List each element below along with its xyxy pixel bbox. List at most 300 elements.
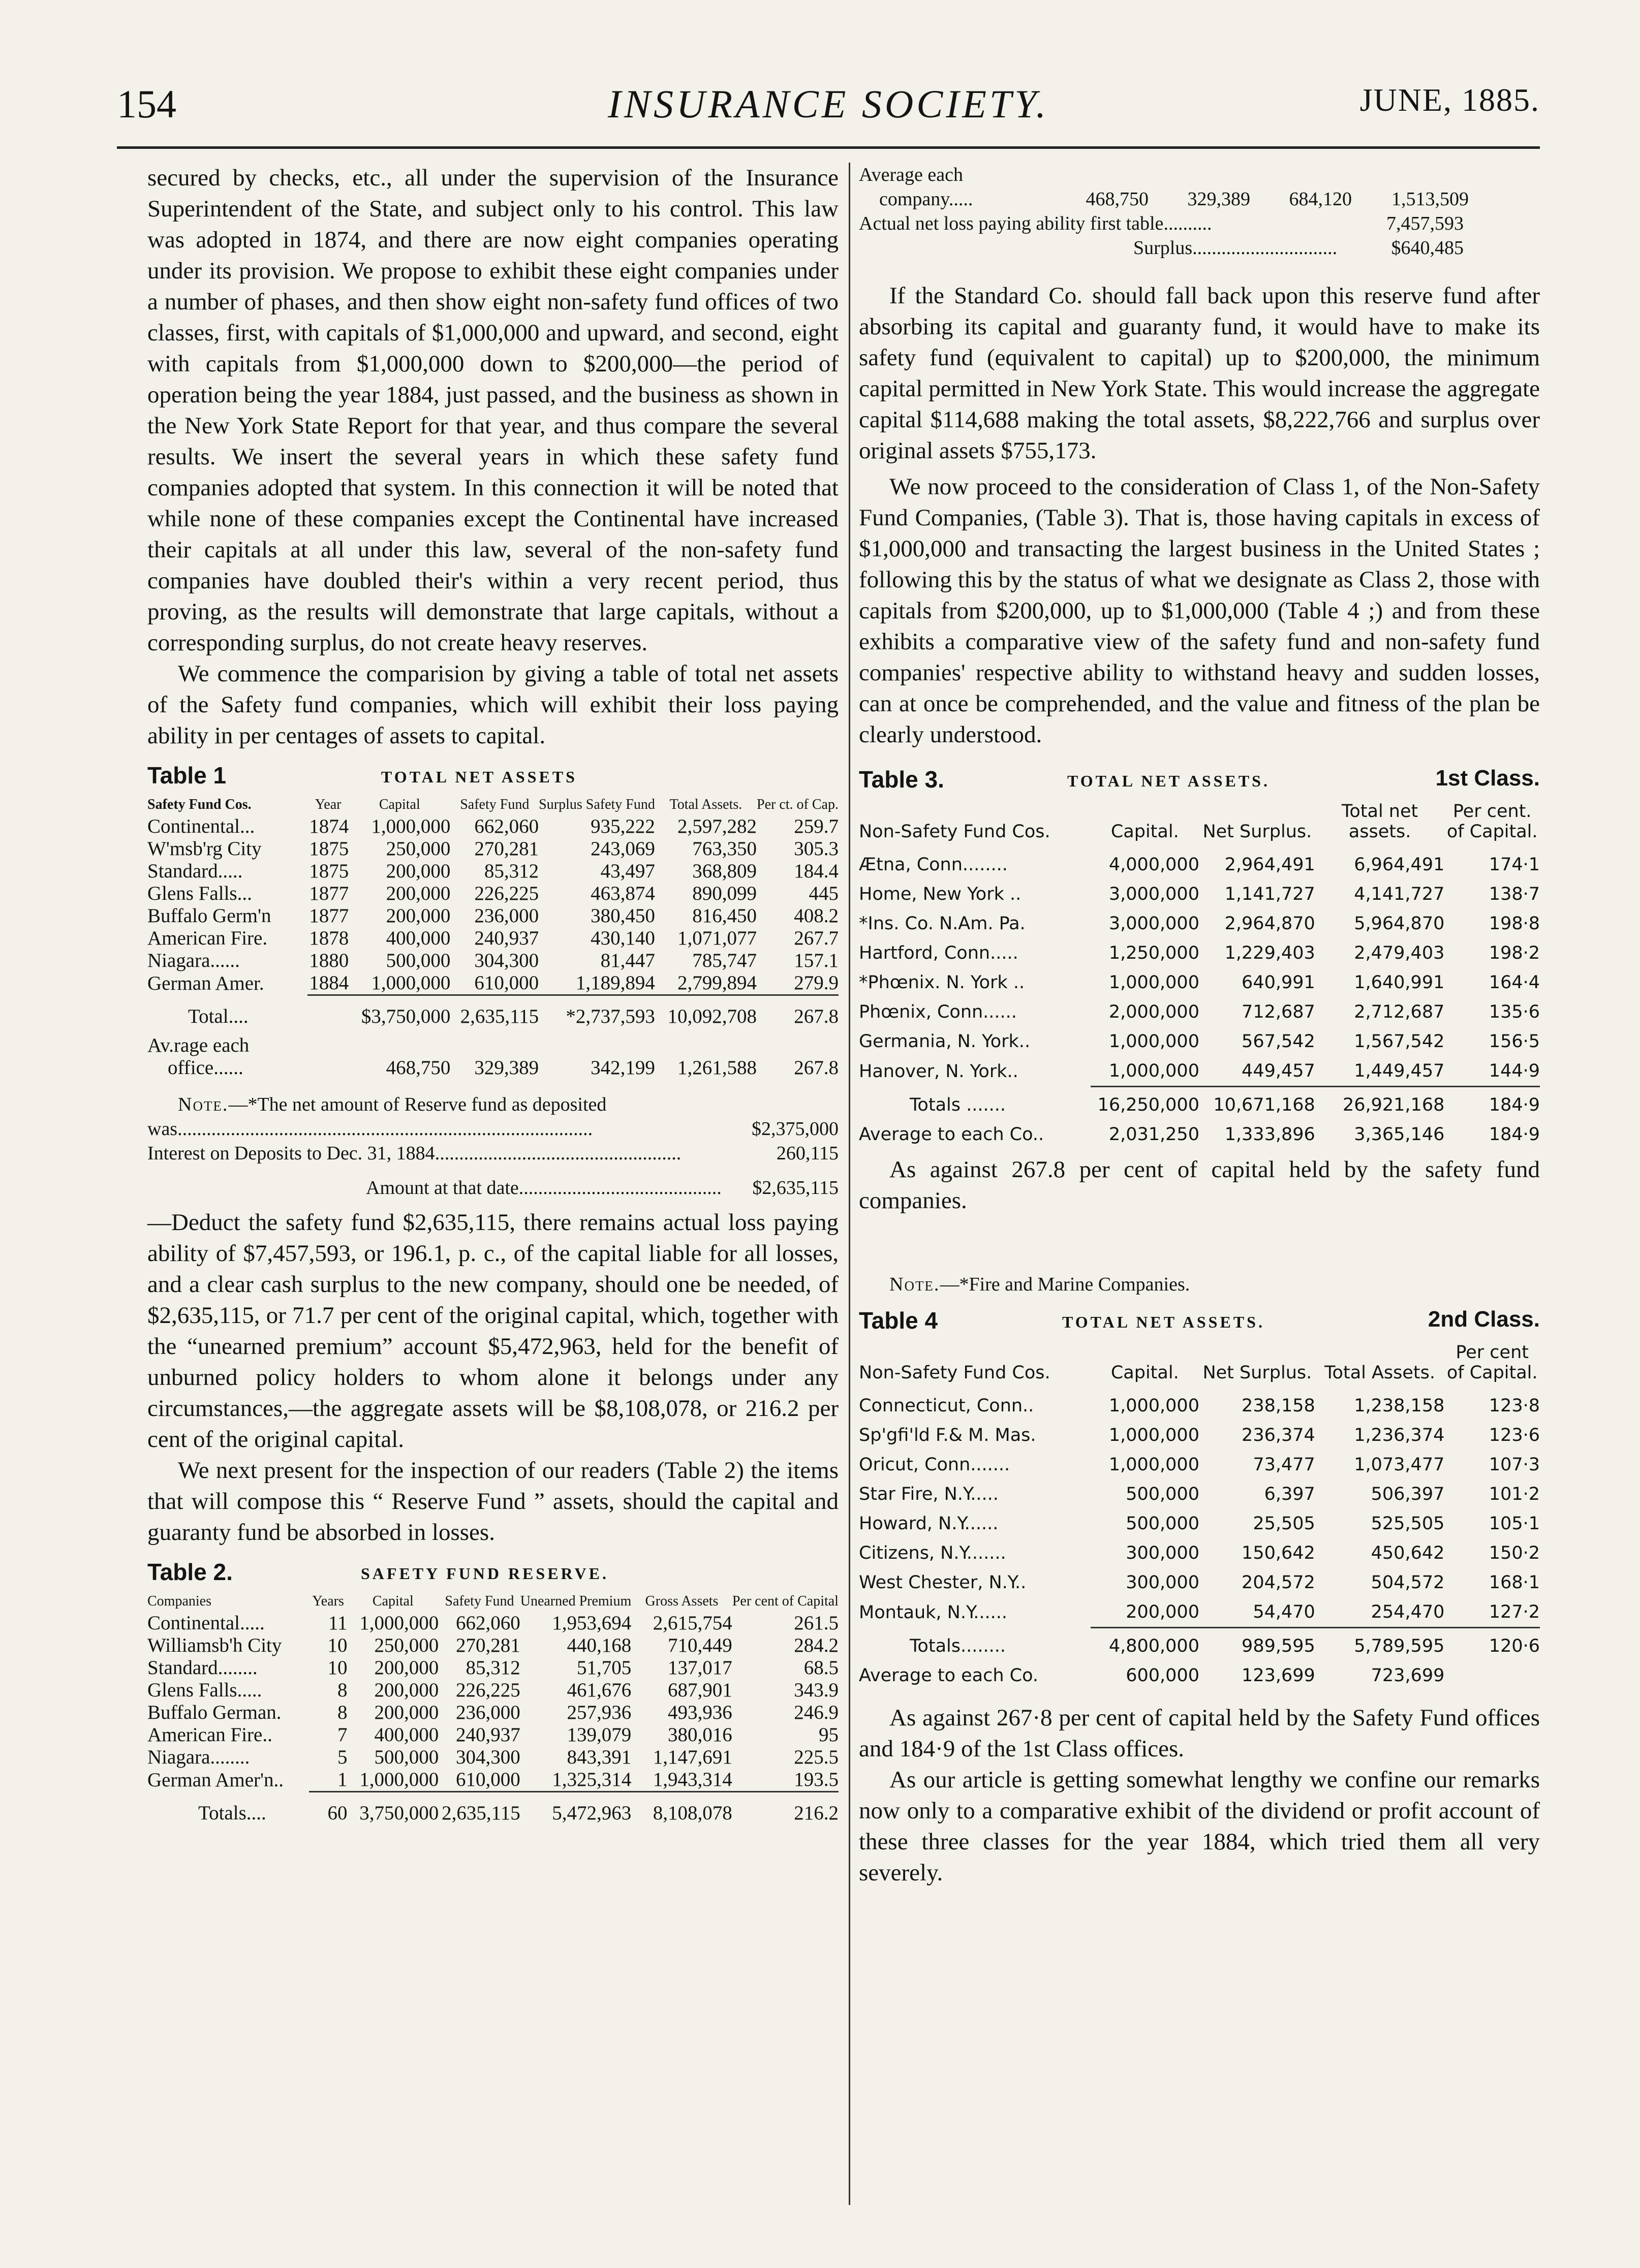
table-cell: 168·1 (1489, 1572, 1540, 1593)
table-cell: Buffalo Germ'n (147, 905, 271, 927)
table-cell: German Amer. (147, 972, 264, 994)
table-class: 2nd Class. (1428, 1307, 1540, 1332)
separator-cell (1091, 1087, 1199, 1091)
table-cell: 200,000 (1126, 1602, 1199, 1622)
table-cell: 712,687 (1242, 1002, 1315, 1022)
table-cell: Glens Falls... (147, 883, 252, 904)
left-column (147, 163, 839, 1831)
table-cell: 267.8 (794, 1005, 839, 1027)
table-cell: Total.... (188, 1005, 249, 1027)
table-cell: 304,300 (455, 1746, 520, 1768)
table-cell: 567,542 (1242, 1031, 1315, 1052)
column-header: Capital (379, 797, 420, 812)
table-header-row (859, 801, 1540, 850)
table-row (147, 860, 839, 883)
table-cell: 640,991 (1242, 972, 1315, 993)
table-cell: 506,397 (1371, 1484, 1445, 1504)
table-cell: 1880 (309, 950, 349, 971)
table-row (147, 1612, 839, 1634)
table-cell: 7 (337, 1724, 348, 1746)
table-row (859, 968, 1540, 997)
column-header: Non-Safety Fund Cos. (859, 822, 1050, 842)
table-cell: American Fire.. (147, 1724, 272, 1746)
separator-cell (307, 995, 349, 999)
table-cell: 11 (328, 1612, 348, 1634)
table-label: Table 4 (859, 1307, 938, 1334)
table-cell: 1,229,403 (1224, 943, 1315, 963)
table-caption: SAFETY FUND RESERVE. (361, 1564, 609, 1583)
table-cell: 1,000,000 (1108, 1425, 1199, 1445)
column-header: Year (315, 797, 342, 812)
column-header: Surplus Safety Fund (539, 797, 655, 812)
table-cell: 123·6 (1489, 1425, 1540, 1445)
table-cell: 68.5 (803, 1657, 839, 1679)
table-cell: Montauk, N.Y...... (859, 1602, 1008, 1623)
table-label: Table 3. (859, 766, 944, 793)
table-cell: Citizens, N.Y....... (859, 1543, 1006, 1563)
avg-label: company..... (879, 188, 973, 210)
table-cell: 2,597,282 (677, 815, 757, 837)
column-header: Capital. (1110, 1363, 1179, 1383)
table-cell: 500,000 (374, 1746, 439, 1768)
table-cell: 54,470 (1253, 1602, 1315, 1622)
column-header: Safety Fund (460, 797, 530, 812)
table-cell: 200,000 (386, 860, 451, 882)
table-cell: 137,017 (668, 1657, 732, 1679)
table-cell: 4,141,727 (1354, 884, 1445, 904)
table-cell: 1884 (309, 972, 349, 994)
surplus-label: Surplus (1133, 237, 1193, 259)
separator-cell (732, 1792, 839, 1796)
table-cell: Howard, N.Y...... (859, 1514, 999, 1534)
table-cell: 2,799,894 (677, 972, 757, 994)
avg-value: 468,750 (1086, 188, 1149, 210)
table-cell: 450,642 (1371, 1543, 1445, 1563)
table-row (147, 1679, 839, 1702)
table-cell: Connecticut, Conn.. (859, 1396, 1034, 1416)
table-cell: 270,281 (455, 1634, 520, 1656)
table-cell: 5,472,963 (552, 1802, 632, 1824)
table-cell: Continental..... (147, 1612, 265, 1634)
table-cell: 1,000,000 (1108, 1061, 1199, 1081)
table-cell: 261.5 (794, 1612, 839, 1634)
table-row (859, 850, 1540, 879)
table-row (147, 1724, 839, 1746)
table-cell: 138·7 (1489, 884, 1540, 904)
table-cell: 225.5 (794, 1746, 839, 1768)
table-cell: 51,705 (576, 1657, 632, 1679)
table-cell: Star Fire, N.Y..... (859, 1484, 999, 1504)
avg-value: 329,389 (1187, 188, 1250, 210)
page-number: 154 (117, 82, 176, 126)
column-header: Non-Safety Fund Cos. (859, 1363, 1050, 1383)
separator-cell (655, 995, 757, 999)
table-row (147, 1657, 839, 1679)
table-cell: 610,000 (455, 1769, 520, 1790)
table-cell: 123,699 (1242, 1665, 1315, 1686)
table-row (147, 1746, 839, 1769)
table-cell: 1,943,314 (653, 1769, 732, 1790)
table-cell: office...... (168, 1057, 243, 1079)
column-header: Total Assets. (1324, 1363, 1436, 1383)
table-cell: 184·9 (1489, 1095, 1540, 1115)
note-was-value: $2,375,000 (752, 1118, 839, 1140)
table-label: Table 2. (147, 1559, 233, 1585)
table-cell: 10 (327, 1634, 348, 1656)
table-cell: 5,964,870 (1354, 914, 1445, 934)
table-cell: 216.2 (794, 1802, 839, 1824)
paragraph: We next present for the inspection of our readers (Table 2) the items that will compose this “ Reserve Fund ” assets, should the capital and guaranty fund be absorbed in losses. (147, 1457, 839, 1546)
column-header: Capital (372, 1593, 414, 1609)
table-cell: 1,000,000 (359, 1612, 439, 1634)
table-cell: 785,747 (692, 950, 757, 971)
table-cell: 723,699 (1371, 1665, 1445, 1686)
table-cell: 342,199 (591, 1057, 655, 1079)
table-cell: 200,000 (374, 1679, 439, 1701)
table-cell: 240,937 (455, 1724, 520, 1746)
table-cell: 204,572 (1242, 1572, 1315, 1593)
table-cell: 250,000 (374, 1634, 439, 1656)
table-cell: Hartford, Conn..... (859, 943, 1018, 963)
table-cell: 200,000 (374, 1702, 439, 1723)
paragraph: We commence the comparision by giving a table of total net assets of the Safety fund companies, which will exhibit their loss paying ability in per centages of assets to capital. (147, 660, 839, 749)
table-cell: 687,901 (668, 1679, 732, 1701)
table-label: Table 1 (147, 762, 227, 789)
table-cell: 1,189,894 (575, 972, 655, 994)
table-cell: 2,964,491 (1224, 855, 1315, 875)
table-cell: Williamsb'h City (147, 1634, 282, 1656)
table-row (147, 1634, 839, 1657)
table-cell: 26,921,168 (1342, 1095, 1445, 1115)
table-cell: 10 (327, 1657, 348, 1679)
table-cell: 240,937 (474, 927, 539, 949)
table-row (859, 879, 1540, 909)
table-3 (859, 801, 1540, 1149)
table-cell: 461,676 (567, 1679, 632, 1701)
table-total-row (147, 1796, 839, 1831)
table-cell: 105·1 (1489, 1514, 1540, 1534)
table-cell: Totals.... (198, 1802, 266, 1824)
table-cell: 95 (819, 1724, 839, 1746)
table-2-heading (147, 1558, 839, 1594)
table-cell: 127·2 (1489, 1602, 1540, 1622)
table-cell: 2,479,403 (1354, 943, 1445, 963)
table-3-heading (859, 766, 1540, 801)
table-row (859, 1597, 1540, 1628)
table-row (147, 838, 839, 860)
table-cell: 43,497 (600, 860, 655, 882)
table-average-row (147, 1034, 839, 1057)
table-class: 1st Class. (1435, 766, 1540, 791)
column-header: Safety Fund Cos. (147, 797, 252, 812)
table-cell: 198·2 (1489, 943, 1540, 963)
table-cell: Standard........ (147, 1657, 258, 1679)
separator-cell (539, 995, 655, 999)
table-cell: 662,060 (455, 1612, 520, 1634)
table-row (859, 1538, 1540, 1568)
table-cell: 120·6 (1489, 1636, 1540, 1656)
table-cell: 267.8 (794, 1057, 839, 1079)
table-average-row (859, 1120, 1540, 1149)
table-cell: 3,000,000 (1108, 914, 1199, 934)
table-cell: 156·5 (1489, 1031, 1540, 1052)
separator-cell (147, 1792, 309, 1796)
separator-cell (1444, 1628, 1540, 1632)
table-cell: 463,874 (591, 883, 655, 904)
table-cell: 3,750,000 (359, 1802, 439, 1824)
table-cell: 4,000,000 (1108, 855, 1199, 875)
table-cell: 150·2 (1489, 1543, 1540, 1563)
table-cell: 843,391 (567, 1746, 632, 1768)
table-2 (147, 1594, 839, 1831)
table-cell: Home, New York .. (859, 884, 1022, 904)
table-cell: 1,236,374 (1354, 1425, 1445, 1445)
table-cell: German Amer'n.. (147, 1769, 284, 1791)
table-cell: 1,953,694 (552, 1612, 632, 1634)
table-cell: 329,389 (474, 1057, 539, 1079)
table-cell: 226,225 (455, 1679, 520, 1701)
separator-cell (1444, 1087, 1540, 1091)
table-row (859, 1391, 1540, 1421)
paragraph: If the Standard Co. should fall back upon this reserve fund after absorbing its capital and guaranty fund, it would have to make its safety fund (equivalent to capital) up to $200,000, the minimum capital permitted in New York State. This would increase the aggregate capital $114,688 making the total assets, $8,222,766 and surplus over original assets $755,173. (859, 282, 1540, 464)
note-label: Note. (178, 1094, 229, 1115)
table-cell: 500,000 (1126, 1484, 1199, 1504)
separator-cell (859, 1087, 1091, 1091)
table-cell: 1877 (309, 905, 349, 927)
table-row (859, 938, 1540, 968)
table-cell: 236,000 (474, 905, 539, 927)
table-cell: *2,737,593 (566, 1005, 655, 1027)
table-cell: 157.1 (794, 950, 839, 971)
table-cell: 6,964,491 (1354, 855, 1445, 875)
table-header-row (147, 1594, 839, 1612)
table-cell: Buffalo German. (147, 1702, 282, 1723)
table-cell: 610,000 (474, 972, 539, 994)
table-cell: West Chester, N.Y.. (859, 1572, 1027, 1593)
note-interest-value: 260,115 (776, 1143, 839, 1164)
table-total-row (859, 1090, 1540, 1120)
table-row (147, 905, 839, 927)
table-cell: 1 (337, 1769, 348, 1790)
table-cell: 1,073,477 (1354, 1455, 1445, 1475)
table-cell: 1,147,691 (653, 1746, 732, 1768)
table-cell: 25,505 (1253, 1514, 1315, 1534)
table-cell: Av.rage each (147, 1034, 250, 1056)
table-note (859, 1272, 1540, 1297)
table-cell: 184.4 (794, 860, 839, 882)
table-cell: 236,374 (1242, 1425, 1315, 1445)
issue-date: JUNE, 1885. (1359, 82, 1540, 118)
table-cell: 1,640,991 (1354, 972, 1445, 993)
table-cell: 226,225 (474, 883, 539, 904)
table-cell: 73,477 (1253, 1455, 1315, 1475)
table-row (147, 1702, 839, 1724)
table-cell: 254,470 (1371, 1602, 1445, 1622)
table-cell: Glens Falls..... (147, 1679, 262, 1701)
table-cell: 8,108,078 (653, 1802, 732, 1824)
separator-cell (147, 995, 307, 999)
table-cell: 890,099 (692, 883, 757, 904)
table-cell: 236,000 (455, 1702, 520, 1723)
table-row (859, 997, 1540, 1027)
table-cell: 449,457 (1242, 1061, 1315, 1081)
table-cell: Average to each Co.. (859, 1124, 1044, 1145)
table-cell: 144·9 (1489, 1061, 1540, 1081)
table-cell: 246.9 (794, 1702, 839, 1723)
table-cell: 1875 (309, 860, 349, 882)
table-total-row (859, 1631, 1540, 1661)
table-row (859, 1479, 1540, 1509)
table-caption: TOTAL NET ASSETS. (1062, 1313, 1265, 1331)
table-cell: Oricut, Conn....... (859, 1455, 1010, 1475)
separator-cell (1199, 1087, 1315, 1091)
column-header: Years (312, 1593, 344, 1609)
column-header: Total Assets. (669, 797, 742, 812)
note-amount-value: $2,635,115 (752, 1177, 839, 1199)
column-header: Unearned Premium (520, 1593, 632, 1609)
table-cell: 101·2 (1489, 1484, 1540, 1504)
table-cell: 440,168 (567, 1634, 632, 1656)
table-cell: 816,450 (692, 905, 757, 927)
table-cell: 8 (337, 1679, 348, 1701)
table-cell (307, 999, 349, 1034)
paragraph: We now proceed to the consideration of Class 1, of the Non-Safety Fund Companies, (Table 3). That is, those having capitals in excess of $1,000,000 and transacting the largest business in the United States ; following this by the status of what we designate as Class 2, those with capitals from $200,000, up to $1,000,000 (Table 4 ;) and from these exhibits a comparative view of the safety fund and non-safety fund companies' respective ability to withstand heavy and sudden losses, can at once be comprehended, and the value and fitness of the plan be clearly understood. (859, 474, 1540, 748)
table-cell: 5 (337, 1746, 348, 1768)
avg-value: 1,513,509 (1391, 188, 1469, 210)
table-cell: 184·9 (1489, 1124, 1540, 1145)
table-row (859, 1056, 1540, 1087)
table-cell: Niagara........ (147, 1746, 250, 1768)
table-cell: 935,222 (591, 815, 655, 837)
table-cell: *Phœnix. N. York .. (859, 972, 1025, 993)
table-cell: 238,158 (1242, 1396, 1315, 1416)
table-cell: 200,000 (386, 905, 451, 927)
table-cell: Totals........ (910, 1636, 1006, 1656)
table-cell: 135·6 (1489, 1002, 1540, 1022)
paragraph: As our article is getting somewhat lengthy we confine our remarks now only to a comparative exhibit of the dividend or profit account of these three classes for the year 1884, which tried them all very severely. (859, 1767, 1540, 1886)
page-header (117, 81, 1540, 137)
note-text: —*The net amount of Reserve fund as deposited (228, 1094, 607, 1115)
table-row (147, 815, 839, 838)
table-separator (147, 1792, 839, 1796)
table-cell: 10,092,708 (667, 1005, 757, 1027)
table-cell: 343.9 (794, 1679, 839, 1701)
table-cell: 267.7 (794, 927, 839, 949)
table-cell: W'msb'rg City (147, 838, 262, 860)
table-cell: Ætna, Conn........ (859, 855, 1008, 875)
table-row (859, 1509, 1540, 1538)
table-cell: 2,615,754 (653, 1612, 732, 1634)
table-cell: Totals ....... (910, 1095, 1006, 1115)
paragraph: secured by checks, etc., all under the supervision of the Insurance Superintendent of the State, and subject only to his control. This law was adopted in 1874, and there are now eight companies operating under its provision. We propose to exhibit these eight companies under a number of phases, and then show eight non-safety fund offices of two classes, first, with capitals of $1,000,000 and upward, and second, eight with capitals from $1,000,000 down to $200,000—the period of operation being the year 1884, just passed, and the business as shown in the New York State Report for that year, and thus compare the several results. We insert the several years in which these safety fund companies adopted that system. In this connection it will be noted that while none of these companies except the Continental have increased their capitals at all under this law, several of the non-safety fund companies have doubled their's within a very recent period, thus proving, as the results will demonstrate that large capitals, without a corresponding surplus, do not create heavy reserves. (147, 165, 839, 656)
table-cell: 284.2 (794, 1634, 839, 1656)
table-cell: 305.3 (794, 838, 839, 860)
separator-cell (520, 1792, 632, 1796)
table-cell: 304,300 (474, 950, 539, 971)
table-header-row (859, 1342, 1540, 1391)
table-cell: 368,809 (692, 860, 757, 882)
table-cell: 257,936 (567, 1702, 632, 1723)
note-interest-label: Interest on Deposits to Dec. 31, 1884 (147, 1143, 435, 1164)
table-cell: 270,281 (474, 838, 539, 860)
table-cell: 164·4 (1489, 972, 1540, 993)
table-row (859, 1421, 1540, 1450)
separator-cell (1315, 1087, 1445, 1091)
separator-cell (309, 1792, 348, 1796)
table-cell: Sp'gfi'ld F.& M. Mas. (859, 1425, 1036, 1445)
table-row (859, 1027, 1540, 1056)
column-header: Per ct. of Cap. (757, 797, 839, 812)
table-cell: 2,712,687 (1354, 1002, 1445, 1022)
separator-cell (1315, 1628, 1445, 1632)
table-cell: 1,333,896 (1224, 1124, 1315, 1145)
actual-value: 7,457,593 (1386, 213, 1464, 234)
column-header: Gross Assets (645, 1593, 719, 1609)
column-header: Net Surplus. (1202, 822, 1312, 842)
table-cell: 380,016 (668, 1724, 732, 1746)
table-cell: 1,261,588 (677, 1057, 757, 1079)
table-cell: 1,000,000 (371, 815, 451, 837)
surplus-value: $640,485 (1391, 237, 1464, 259)
table-cell: 400,000 (374, 1724, 439, 1746)
table-cell: 2,000,000 (1108, 1002, 1199, 1022)
table-cell: 1,250,000 (1108, 943, 1199, 963)
table-cell: 1,000,000 (1108, 1455, 1199, 1475)
separator-cell (439, 1792, 520, 1796)
note-was-label: was (147, 1118, 178, 1140)
paragraph: —Deduct the safety fund $2,635,115, there remains actual loss paying ability of $7,457,593, or 196.1, p. c., of the capital liable for all losses, and a clear cash surplus to the new company, should one be needed, of $2,635,115, or 71.7 per cent of the original capital, which, together with the “unearned premium” account $5,472,963, held for the benefit of unburned policy holders to whom alone it belongs under any circumstances,—the aggregate assets will be $8,108,078, or 216.2 per cent of the original capital. (147, 1209, 839, 1453)
table-cell: 468,750 (386, 1057, 451, 1079)
column-header: Safety Fund (445, 1593, 514, 1609)
table-cell: 60 (327, 1802, 348, 1824)
table-average-row (859, 1661, 1540, 1690)
actual-label: Actual net loss paying ability first table (859, 213, 1164, 234)
separator-cell (349, 995, 450, 999)
table-cell: 493,936 (668, 1702, 732, 1723)
table-4 (859, 1342, 1540, 1690)
table-row (147, 950, 839, 972)
table-cell: Phœnix, Conn...... (859, 1002, 1017, 1022)
table-cell: 4,800,000 (1108, 1636, 1199, 1656)
table-cell: 85,312 (484, 860, 539, 882)
column-header: Per cent of Capital (732, 1593, 839, 1609)
table-cell: 123·8 (1489, 1396, 1540, 1416)
table-cell: 300,000 (1126, 1572, 1199, 1593)
table-cell: 8 (337, 1702, 348, 1723)
table-header-row (147, 797, 839, 815)
table-cell: 1,141,727 (1224, 884, 1315, 904)
avg-value: 684,120 (1289, 188, 1352, 210)
column-header: Capital. (1110, 822, 1179, 842)
table-cell: 198·8 (1489, 914, 1540, 934)
table-1 (147, 797, 839, 1079)
table-cell: 400,000 (386, 927, 451, 949)
table-total-row (147, 999, 839, 1034)
table-cell: 250,000 (386, 838, 451, 860)
separator-cell (1199, 1628, 1315, 1632)
table-cell (1444, 1661, 1540, 1690)
table-cell: Hanover, N. York.. (859, 1061, 1018, 1082)
table-cell: Standard..... (147, 860, 243, 882)
note-amount-label: Amount at that date (366, 1177, 519, 1199)
table-row (147, 883, 839, 905)
table-cell: 1,449,457 (1354, 1061, 1445, 1081)
table-cell: 2,635,115 (460, 1005, 539, 1027)
paragraph: As against 267·8 per cent of capital held by the Safety Fund offices and 184·9 of the 1st Class offices. (859, 1705, 1540, 1762)
separator-cell (631, 1792, 732, 1796)
table-cell: 1,000,000 (359, 1769, 439, 1790)
table-cell: 504,572 (1371, 1572, 1445, 1593)
